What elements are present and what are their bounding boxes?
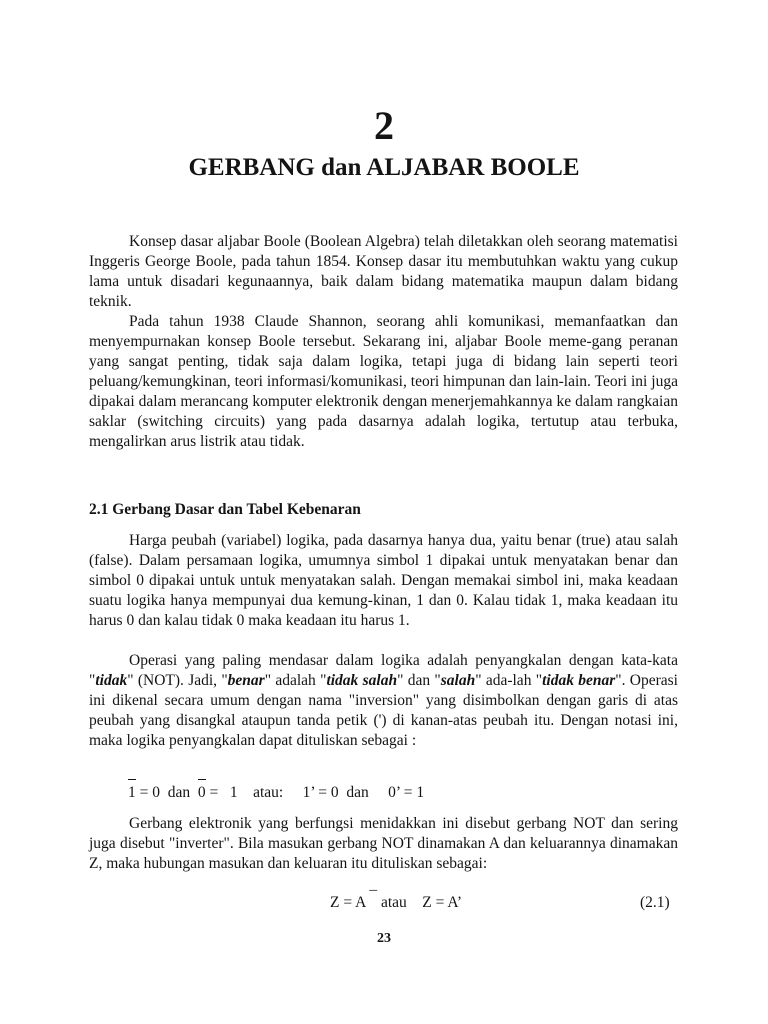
- section-heading: 2.1 Gerbang Dasar dan Tabel Kebenaran: [89, 501, 361, 518]
- paragraph-text: Operasi yang paling mendasar dalam logika adalah penyangkalan dengan kata-kata ": [89, 652, 678, 689]
- chapter-title: GERBANG dan ALJABAR BOOLE: [188, 154, 580, 181]
- emphasis-tidak-salah: tidak salah: [326, 672, 398, 689]
- equation-lhs: Z = A: [330, 894, 370, 911]
- section-paragraph-3: Gerbang elektronik yang berfungsi menidakkan ini disebut gerbang NOT dan sering juga disebut "inverter". Bila masukan gerbang NOT dinamakan A dan keluarannya dinamakan Z, maka hubungan masukan dan keluaran itu dituliskan sebagai:: [89, 815, 678, 872]
- section-paragraph-1: Harga peubah (variabel) logika, pada dasarnya hanya dua, yaitu benar (true) atau salah (false). Dalam persamaan logika, umumnya simbol 1 dipakai untuk menyatakan benar dan simbol 0 dipakai untuk untuk menyatakan salah. Dengan memakai simbol ini, maka keadaan suatu logika hanya mempunyai dua kemung-kinan, 1 dan 0. Kalau tidak 1, maka keadaan itu harus 0 dan kalau tidak 0 maka keadaan itu harus 1.: [89, 532, 678, 629]
- chapter-number: 2: [374, 103, 394, 148]
- equation-rhs: atau Z = A’: [377, 894, 463, 911]
- equation-number: (2.1): [640, 894, 670, 911]
- page-number: 23: [377, 931, 391, 946]
- formula-text: = 0 dan: [135, 784, 198, 801]
- emphasis-tidak: tidak: [95, 672, 128, 689]
- negation-formula: [128, 783, 424, 803]
- emphasis-benar: benar: [227, 672, 265, 689]
- paragraph-text: " (NOT). Jadi, ": [127, 672, 228, 689]
- paragraph-text: " dan ": [397, 672, 441, 689]
- paragraph-text: " ada-lah ": [475, 672, 543, 689]
- paragraph-text: " adalah ": [264, 672, 327, 689]
- intro-paragraph-2: Pada tahun 1938 Claude Shannon, seorang ahli komunikasi, memanfaatkan dan menyempurnakan konsep Boole tersebut. Sekarang ini, aljabar Boole meme-gang peranan yang sangat penting, tidak saja dalam logika, tetapi juga di bidang lain seperti teori peluang/kemungkinan, teori informasi/komunikasi, teori himpunan dan lain-lain. Teori ini juga dipakai dalam merancang komputer elektronik dengan menerjemahkannya ke dalam rangkaian saklar (switching circuits) yang pada dasarnya adalah logika, tertutup atau terbuka, mengalirkan arus listrik atau tidak.: [89, 313, 678, 450]
- intro-paragraph-1: Konsep dasar aljabar Boole (Boolean Algebra) telah diletakkan oleh seorang matematisi Inggeris George Boole, pada tahun 1854. Konsep dasar itu membutuhkan waktu yang cukup lama untuk disadari kegunaannya, baik dalam bidang matematika maupun dalam bidang teknik.: [89, 233, 678, 310]
- negated-zero: 0: [197, 784, 206, 801]
- overbar-mark: ¯: [369, 889, 378, 906]
- emphasis-tidak-benar: tidak benar: [542, 672, 616, 689]
- not-equation: [330, 889, 463, 913]
- formula-text: = 1 atau: 1’ = 0 dan 0’ = 1: [205, 784, 425, 801]
- emphasis-salah: salah: [440, 672, 476, 689]
- paragraph-text: ". Operasi ini dikenal secara umum dengan nama "inversion" yang disimbolkan dengan garis di atas peubah yang disangkal ataupun tanda petik (') di kanan-atas peubah itu. Dengan notasi ini, maka logika penyangkalan dapat dituliskan sebagai :: [89, 672, 678, 749]
- section-paragraph-2: [89, 651, 678, 751]
- negated-one: 1: [128, 784, 136, 801]
